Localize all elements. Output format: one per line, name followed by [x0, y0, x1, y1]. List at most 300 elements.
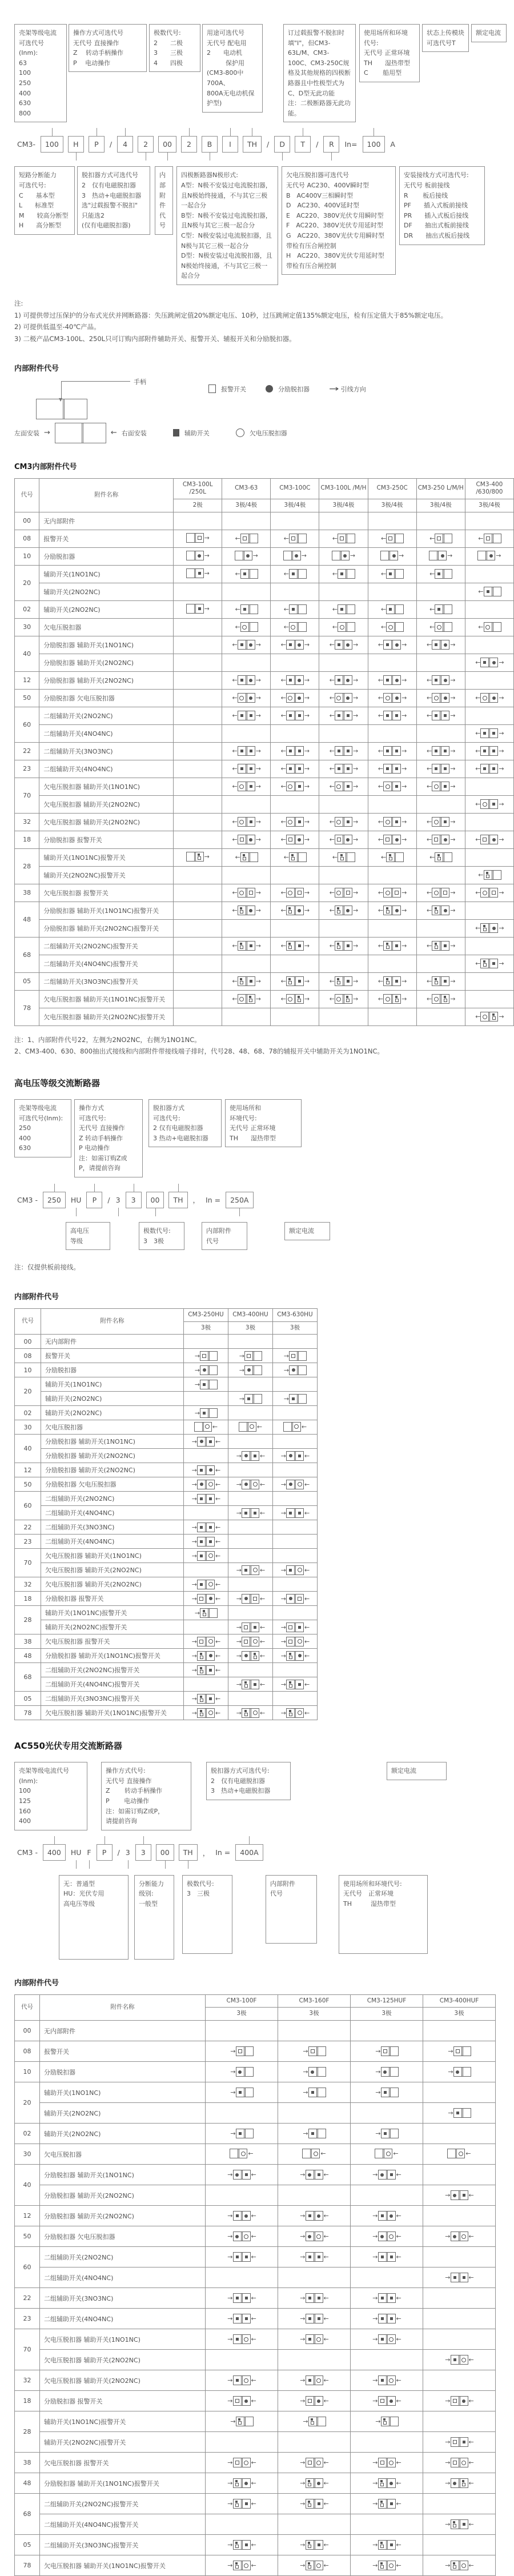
attachment-compartment: [290, 623, 297, 631]
lead-direction-arrow-icon: ←: [232, 694, 237, 702]
undervoltage-release-icon: [298, 1710, 302, 1715]
accessory-config-cell: [184, 1535, 228, 1549]
accessory-config-cell: [319, 547, 368, 565]
accessory-config-cell: [416, 760, 465, 778]
attachment-box: [432, 675, 449, 685]
lead-direction-arrow-icon: →: [280, 1709, 286, 1717]
attachment-compartment: [386, 2232, 395, 2241]
table-row: [15, 2411, 496, 2432]
lead-direction-arrow-icon: →: [227, 2479, 232, 2487]
attachment-diagram: [302, 2417, 326, 2426]
attachment-box: [233, 2561, 251, 2570]
accessory-config-cell: [423, 2041, 496, 2062]
attachment-box: [338, 534, 355, 543]
lead-direction-arrow-icon: ←: [280, 676, 286, 684]
accessory-config-cell: [206, 2103, 278, 2124]
attachment-diagram: [444, 2273, 473, 2282]
lead-direction-arrow-icon: ←: [260, 1680, 265, 1688]
aux-switch-icon: [245, 2173, 248, 2176]
attachment-box: [242, 1622, 259, 1632]
lead-direction-arrow-icon: →: [448, 2109, 453, 2117]
lead-direction-arrow-icon: →: [304, 765, 310, 773]
attachment-box: [451, 2478, 468, 2488]
aux-switch-icon: [346, 996, 348, 998]
attachment-compartment: [386, 2376, 395, 2385]
accessory-config-cell: [174, 654, 222, 671]
lead-direction-arrow-icon: →: [303, 2048, 308, 2056]
attachment-box: [335, 976, 352, 986]
aux-switch-icon: [250, 820, 252, 823]
accessory-config-cell: [278, 2350, 351, 2370]
accessory-config-cell: [351, 2514, 423, 2535]
undervoltage-release-icon: [386, 891, 390, 895]
model-code-text: In=: [344, 140, 358, 149]
left-mount-arrow-icon: →: [44, 428, 50, 438]
accessory-name-cell: 二组辅助开关(3NO3NC): [39, 742, 174, 760]
attachment-compartment: [343, 640, 352, 649]
attachment-compartment: [287, 747, 294, 755]
attachment-compartment: [294, 676, 303, 684]
model-code-box: TH: [168, 1192, 187, 1208]
undervoltage-release-icon: [239, 696, 244, 700]
undervoltage-release-icon: [336, 696, 341, 700]
aux-switch-icon: [395, 785, 398, 788]
aux-switch-icon: [437, 854, 440, 856]
attachment-compartment: [236, 2088, 244, 2097]
option-box: [149, 24, 200, 72]
lead-direction-arrow-icon: ←: [478, 871, 483, 879]
aux-alarm-combo-icon: [235, 2501, 239, 2507]
accessory-config-cell: [465, 654, 513, 671]
alarm-switch-icon: [199, 1640, 203, 1644]
attachment-diagram: [426, 764, 455, 774]
aux-switch-icon: [298, 820, 301, 823]
accessory-code-cell: 60: [15, 1492, 41, 1520]
attachment-compartment: [208, 1366, 217, 1375]
lead-direction-arrow-icon: →: [445, 2562, 450, 2570]
attachment-compartment: [238, 835, 246, 844]
lead-direction-arrow-icon: ←: [475, 800, 480, 808]
accessory-config-cell: [423, 2247, 496, 2267]
attachment-box: [383, 994, 401, 1004]
model-code-line-cm3: [14, 136, 514, 153]
attachment-box: [386, 604, 404, 614]
attachment-compartment: [234, 2170, 241, 2179]
accessory-config-cell: [423, 2144, 496, 2165]
accessory-name-cell: 分励脱扣器 辅助开关(2NO2NC): [41, 1463, 184, 1477]
table-row: [15, 689, 514, 707]
aux-switch-icon: [453, 2562, 455, 2565]
attachment-compartment: [346, 605, 355, 614]
attachment-compartment: [481, 888, 488, 897]
accessory-config-cell: [319, 972, 368, 990]
aux-switch-icon: [483, 960, 485, 963]
lead-direction-arrow-icon: ←: [235, 570, 240, 578]
undervoltage-release-icon: [483, 802, 487, 807]
aux-switch-icon: [386, 679, 389, 682]
attachment-compartment: [241, 2499, 250, 2508]
lead-direction-arrow-icon: →: [401, 836, 407, 844]
lead-direction-arrow-icon: →: [239, 1395, 244, 1403]
accessory-config-cell: [228, 1377, 273, 1392]
attachment-diagram: [236, 1651, 265, 1661]
attachment-compartment: [287, 640, 294, 649]
attachment-diagram: [227, 2170, 256, 2180]
aux-alarm-combo-icon: [289, 1653, 292, 1659]
attachment-diagram: [378, 675, 407, 685]
aux-switch-icon: [340, 854, 343, 856]
attachment-diagram: [475, 746, 504, 756]
shunt-release-icon: [298, 1654, 302, 1657]
shunt-release-icon: [492, 696, 496, 700]
accessory-code-cell: 02: [15, 2124, 40, 2144]
attachment-diagram: [375, 2046, 398, 2056]
accessory-code-cell: 70: [15, 1549, 41, 1577]
accessory-code-cell: 48: [15, 2473, 40, 2494]
model-column-header: CM3-250HU: [184, 1308, 228, 1321]
option-line: E AC220、380V光伏专用瞬时型: [286, 211, 384, 219]
lead-direction-arrow-icon: ←: [251, 2397, 256, 2405]
aux-switch-icon: [380, 2480, 383, 2482]
attachment-compartment: [306, 2294, 314, 2302]
table-row: [15, 742, 514, 760]
shunt-release-icon: [308, 2173, 311, 2177]
attachment-box: [197, 1580, 215, 1589]
attachment-box: [378, 2375, 396, 2385]
model-column-header: CM3-630HU: [273, 1308, 318, 1321]
aux-switch-icon: [203, 1412, 206, 1415]
alarm-switch-icon: [240, 910, 243, 914]
attachment-box: [233, 2540, 251, 2550]
aux-alarm-combo-icon: [437, 854, 441, 860]
accessory-config-cell: [319, 937, 368, 955]
aux-switch-icon: [435, 907, 437, 910]
lead-direction-arrow-icon: →: [372, 2315, 378, 2323]
attachment-compartment: [316, 2417, 326, 2426]
accessory-config-cell: [228, 1677, 273, 1692]
lead-direction-arrow-icon: →: [303, 2418, 308, 2426]
legend-items-2: [147, 428, 287, 438]
attachment-diagram: [227, 2540, 256, 2550]
accessory-config-cell: [271, 724, 319, 742]
aux-switch-icon: [238, 2418, 240, 2421]
attachment-diagram: [475, 835, 504, 844]
attachment-compartment: [242, 1595, 250, 1603]
option-line: C 船用型: [364, 69, 402, 77]
accessory-config-cell: [319, 583, 368, 600]
accessory-config-cell: [465, 848, 513, 866]
lead-direction-arrow-icon: ←: [251, 2459, 256, 2467]
accessory-config-cell: [465, 972, 513, 990]
accessory-config-cell: [228, 1692, 273, 1706]
attachment-box: [480, 764, 498, 774]
attachment-compartment: [451, 2232, 459, 2241]
alarm-switch-icon: [435, 946, 438, 949]
lead-direction-arrow-icon: →: [375, 2048, 380, 2056]
alarm-switch-icon: [202, 1354, 206, 1358]
attachment-diagram: [372, 2293, 401, 2303]
accessory-config-cell: [271, 990, 319, 1008]
legend-item: [329, 384, 366, 394]
aux-alarm-combo-icon: [435, 978, 438, 984]
aux-switch-icon: [308, 2214, 311, 2217]
attachment-box: [432, 640, 449, 650]
attachment-diagram: [191, 1637, 220, 1646]
attachment-box: [238, 640, 255, 650]
lead-direction-arrow-icon: →: [283, 1366, 289, 1374]
aux-switch-icon: [236, 2338, 239, 2341]
attachment-box: [197, 1480, 215, 1489]
option-line: 250: [19, 1124, 31, 1132]
lead-direction-arrow-icon: ←: [280, 765, 286, 773]
lead-direction-arrow-icon: →: [304, 907, 310, 915]
aux-switch-icon: [492, 732, 495, 735]
lead-direction-arrow-icon: ←: [260, 1623, 265, 1631]
alarm-switch-icon: [453, 2440, 457, 2444]
accessory-name-cell: 辅助开关(1NO1NC): [41, 1377, 184, 1392]
attachment-compartment: [187, 534, 194, 542]
aux-switch-icon: [435, 978, 437, 980]
attachment-compartment: [234, 2479, 241, 2487]
aux-switch-icon: [247, 1397, 250, 1400]
accessory-config-cell: [465, 955, 513, 972]
attachment-diagram: [239, 1351, 262, 1361]
undervoltage-release-icon: [461, 2461, 466, 2465]
aux-alarm-combo-icon: [289, 1710, 292, 1716]
model-code-box: 2: [181, 136, 197, 153]
attachment-diagram: [475, 764, 504, 774]
accessory-code-cell: 12: [15, 1463, 41, 1477]
model-designation-top-options: [14, 24, 514, 122]
alarm-switch-icon: [298, 891, 302, 895]
attachment-box: [302, 2149, 320, 2158]
aux-switch-icon: [289, 1653, 291, 1655]
aux-switch-icon: [386, 978, 388, 980]
model-code-box: I: [222, 136, 238, 153]
aux-switch-icon: [380, 2562, 383, 2565]
attachment-compartment: [461, 2109, 471, 2117]
lead-direction-arrow-icon: →: [375, 2068, 380, 2076]
lead-direction-arrow-icon: ←: [378, 712, 383, 720]
lead-direction-arrow-icon: ←: [251, 2212, 256, 2220]
attachment-diagram: [444, 2437, 473, 2447]
attachment-compartment: [429, 551, 437, 560]
aux-switch-icon: [236, 2214, 239, 2217]
attachment-compartment: [451, 2458, 459, 2467]
attachment-compartment: [382, 2129, 389, 2138]
option-line: 注：二极断路器无此功能。: [288, 99, 351, 117]
attachment-box: [432, 941, 449, 951]
attachment-box: [286, 1622, 304, 1632]
accessory-name-cell: 欠电压脱扣器 报警开关: [41, 1634, 184, 1649]
lead-direction-arrow-icon: →: [191, 1437, 196, 1445]
attachment-compartment: [435, 623, 443, 631]
accessory-config-cell: [184, 1335, 228, 1349]
attachment-box: [480, 693, 498, 703]
attachment-compartment: [200, 1380, 208, 1389]
accessory-config-cell: [273, 1435, 318, 1449]
lead-direction-arrow-icon: ←: [232, 977, 237, 985]
accessory-code-cell: 20: [15, 2082, 40, 2124]
aux-alarm-combo-icon: [311, 2418, 314, 2425]
attachment-compartment: [382, 2088, 389, 2097]
attachment-diagram: [231, 693, 260, 703]
accessory-name-cell: 二组辅助开关(3NO3NC)报警开关: [41, 1692, 184, 1706]
attachment-diagram: [191, 1494, 220, 1504]
lead-direction-arrow-icon: ←: [323, 2253, 328, 2261]
accessory-name-cell: 辅助开关(2NO2NC): [41, 1406, 184, 1420]
attachment-compartment: [440, 782, 449, 791]
option-line: 代号: [270, 1890, 283, 1898]
alarm-switch-icon: [253, 1597, 257, 1601]
alarm-switch-icon: [240, 946, 243, 949]
aux-switch-icon: [390, 2543, 393, 2546]
aux-switch-icon: [444, 996, 446, 998]
shunt-release-icon: [453, 2235, 456, 2238]
attachment-compartment: [294, 694, 303, 702]
poles-header: 3极: [228, 1321, 273, 1335]
option-line: 级别:: [139, 1890, 154, 1898]
aux-switch-icon: [203, 1610, 205, 1612]
attachment-box: [432, 906, 449, 915]
accessory-config-cell: [184, 1435, 228, 1449]
lead-direction-arrow-icon: →: [399, 552, 404, 560]
alarm-switch-icon: [388, 536, 392, 540]
alarm-switch-icon: [249, 891, 253, 895]
accessory-config-cell: [174, 1008, 222, 1025]
lead-direction-arrow-icon: ←: [251, 2171, 256, 2179]
aux-switch-icon: [340, 608, 343, 611]
attachment-compartment: [488, 729, 497, 738]
aux-switch-icon: [243, 608, 246, 611]
lead-direction-arrow-icon: →: [401, 907, 407, 915]
aux-switch-icon: [235, 2501, 238, 2503]
attachment-compartment: [198, 1466, 205, 1475]
aux-alarm-combo-icon: [492, 1013, 496, 1020]
accessory-config-cell: [273, 1649, 318, 1663]
attachment-compartment: [384, 835, 391, 844]
shunt-release-icon: [380, 2235, 384, 2238]
attachment-diagram: [280, 976, 310, 986]
aux-alarm-combo-icon: [240, 943, 243, 949]
attachment-compartment: [343, 782, 352, 791]
model-code-box: 100: [41, 136, 63, 153]
option-line: B型：N极不安装过电流脱扣器，且N极与其它三极一起合分: [181, 211, 272, 230]
accessory-config-cell: [271, 760, 319, 778]
attachment-diagram: [372, 2396, 401, 2406]
attachment-box: [335, 906, 352, 915]
attachment-box: [289, 1351, 307, 1361]
attachment-compartment: [478, 551, 485, 560]
accessory-config-cell: [368, 831, 416, 848]
accessory-config-cell: [271, 972, 319, 990]
table-row: [15, 2041, 496, 2062]
attachment-compartment: [241, 2397, 250, 2405]
attachment-box: [239, 1422, 256, 1432]
model-code-box: P: [89, 136, 105, 153]
table-row: [15, 1577, 318, 1592]
alarm-switch-icon: [244, 1684, 248, 1688]
attachment-diagram: [477, 551, 501, 560]
attachment-compartment: [241, 2253, 250, 2261]
attachment-box: [286, 1565, 304, 1575]
handle-figure: [14, 378, 186, 419]
aux-switch-icon: [347, 767, 350, 770]
attachment-compartment: [238, 906, 246, 915]
lead-direction-arrow-icon: ←: [468, 2397, 473, 2405]
aux-switch-icon: [289, 1710, 291, 1712]
option-line: G AC220、380V光伏专用瞬时型: [286, 231, 385, 239]
attachment-compartment: [335, 835, 343, 844]
accessory-code-cell: 05: [15, 2535, 40, 2555]
aux-switch-icon: [240, 679, 243, 682]
table-row: [15, 1592, 318, 1606]
shunt-release-icon: [200, 1440, 203, 1443]
accessory-config-cell: [351, 2185, 423, 2206]
accessory-config-cell: [273, 1677, 318, 1692]
attachment-compartment: [234, 2499, 241, 2508]
attachment-compartment: [234, 2541, 241, 2549]
lead-direction-arrow-icon: ←: [215, 1652, 220, 1660]
accessory-config-cell: [465, 512, 513, 530]
attachment-diagram: [444, 2232, 473, 2241]
lead-direction-arrow-icon: ←: [280, 995, 286, 1003]
attachment-box: [432, 782, 449, 791]
attachment-box: [286, 994, 304, 1004]
accessory-config-cell: [368, 866, 416, 884]
accessory-config-cell: [416, 724, 465, 742]
aux-switch-icon: [492, 803, 495, 806]
option-line: PF 插入式板前接线: [404, 202, 468, 210]
attachment-compartment: [238, 942, 246, 950]
accessory-config-cell: [174, 530, 222, 547]
aux-switch-icon: [381, 2317, 384, 2320]
lead-direction-arrow-icon: →: [450, 836, 455, 844]
alarm-switch-icon: [243, 857, 246, 860]
attachment-compartment: [384, 711, 391, 720]
attachment-box: [332, 551, 350, 560]
attachment-box: [451, 2355, 468, 2365]
option-line: 四极断路器N极形式:: [181, 171, 238, 179]
attachment-diagram: [236, 1565, 265, 1575]
lead-direction-arrow-icon: →: [372, 2253, 378, 2261]
table2-heading: 内部附件代号: [14, 1292, 59, 1301]
accessory-config-cell: [351, 2041, 423, 2062]
aux-switch-icon: [389, 854, 391, 856]
attachment-box: [186, 551, 204, 560]
attachment-compartment: [394, 534, 403, 543]
alarm-switch-icon: [337, 981, 340, 984]
attachment-diagram: [283, 551, 307, 560]
accessory-config-cell: [351, 2535, 423, 2555]
attachment-diagram: [299, 2232, 328, 2241]
lead-direction-arrow-icon: →: [499, 747, 504, 755]
accessory-config-cell: [368, 724, 416, 742]
attachment-compartment: [432, 977, 440, 985]
aux-alarm-combo-icon: [235, 2542, 239, 2548]
option-line: 2 仅有电磁脱扣器: [153, 1124, 203, 1132]
lead-direction-arrow-icon: ←: [329, 995, 334, 1003]
attachment-compartment: [432, 676, 440, 684]
attachment-compartment: [391, 676, 400, 684]
accessory-config-cell: [206, 2350, 278, 2370]
lead-direction-arrow-icon: ←: [215, 1466, 220, 1474]
table-row: [15, 1335, 318, 1349]
accessory-name-cell: 二组辅助开关(4NO4NC): [39, 724, 174, 742]
lead-direction-arrow-icon: ←: [323, 2562, 328, 2570]
alarm-switch-icon: [435, 910, 438, 914]
attachment-box: [233, 2314, 251, 2323]
